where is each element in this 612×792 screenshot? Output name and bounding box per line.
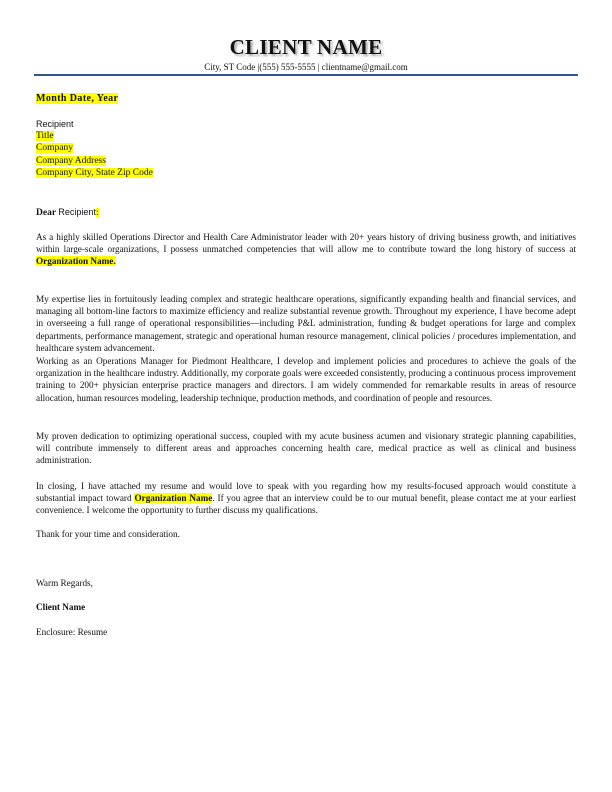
paragraph-intro-text: As a highly skilled Operations Director and Health Care Administrator leader with 20+ years history of driving business growth, and initiatives within large-scale organizations, I possess unmatched competencies that will allow me to contribute toward the long history of success at — [36, 232, 576, 255]
paragraph-closing-after: . If you agree that an interview could be to our mutual benefit, please contact me at your earliest convenience. I welcome the opportunity to further discuss my qualifications. — [36, 493, 576, 516]
sign-off: Warm Regards, — [36, 578, 93, 588]
organization-name-highlight: Organization Name — [134, 493, 213, 504]
thank-you-line: Thank for your time and consideration. — [36, 529, 180, 539]
salutation — [36, 207, 99, 218]
letter-date — [36, 93, 118, 104]
recipient-address-block — [36, 118, 153, 179]
enclosure-note: Enclosure: Resume — [36, 627, 108, 637]
contact-info-line: City, ST Code |(555) 555-5555 | clientname@gmail.com — [204, 62, 408, 72]
paragraph-closing-before: In closing, I have attached my resume and would love to speak with you regarding how my results-focused approach would constitute a substantial impact toward — [36, 481, 576, 504]
salutation-colon: : — [95, 208, 99, 218]
recipient-company: Company — [36, 143, 73, 154]
paragraph-experience: Working as an Operations Manager for Piedmont Healthcare, I develop and implement policies and procedures to achieve the goals of the organization in the healthcare industry. Additionally, my corporate goals were exceeded consistently, producing a continuous process improvement training to 200+ physician enterprise practice managers and directors. I am widely commended for remarkable results in areas of resource allocation, human resources modeling, leadership technique, production methods, and coordination of people and resources. — [36, 356, 576, 403]
salutation-name: Recipient — [58, 207, 96, 217]
organization-name-highlight: Organization Name. — [36, 256, 116, 267]
recipient-label: Recipient — [36, 119, 74, 129]
paragraph-intro — [36, 231, 576, 268]
salutation-dear: Dear — [36, 208, 57, 218]
recipient-company-address: Company Address — [36, 155, 106, 166]
date-text: Month Date, Year — [36, 93, 119, 104]
signature-name: Client Name — [36, 602, 86, 612]
paragraph-dedication: My proven dedication to optimizing operational success, coupled with my acute business acumen and visionary strategic planning capabilities, will contribute immensely to different areas and approaches concerning health care, medical practice as well as clinical and business administration. — [36, 431, 576, 466]
paragraph-expertise: My expertise lies in fortuitously leading complex and strategic healthcare operations, significantly expanding health and financial services, and managing all bottom-line factors to maximize efficiency and realize substantial revenue growth. Throughout my experience, I have become adept in overseeing a full range of operational responsibilities—including P&L administration, funding & budget operations for large and complex departments, performance management, strategic and operational human resource management, clinical policies / procedures implementation, and healthcare system advancement. — [36, 294, 576, 353]
client-name-heading: CLIENT NAME — [229, 35, 383, 59]
recipient-city-state-zip: Company City, State Zip Code — [36, 167, 153, 178]
header-divider — [34, 74, 578, 76]
recipient-title: Title — [36, 131, 54, 142]
paragraph-closing — [36, 480, 576, 517]
